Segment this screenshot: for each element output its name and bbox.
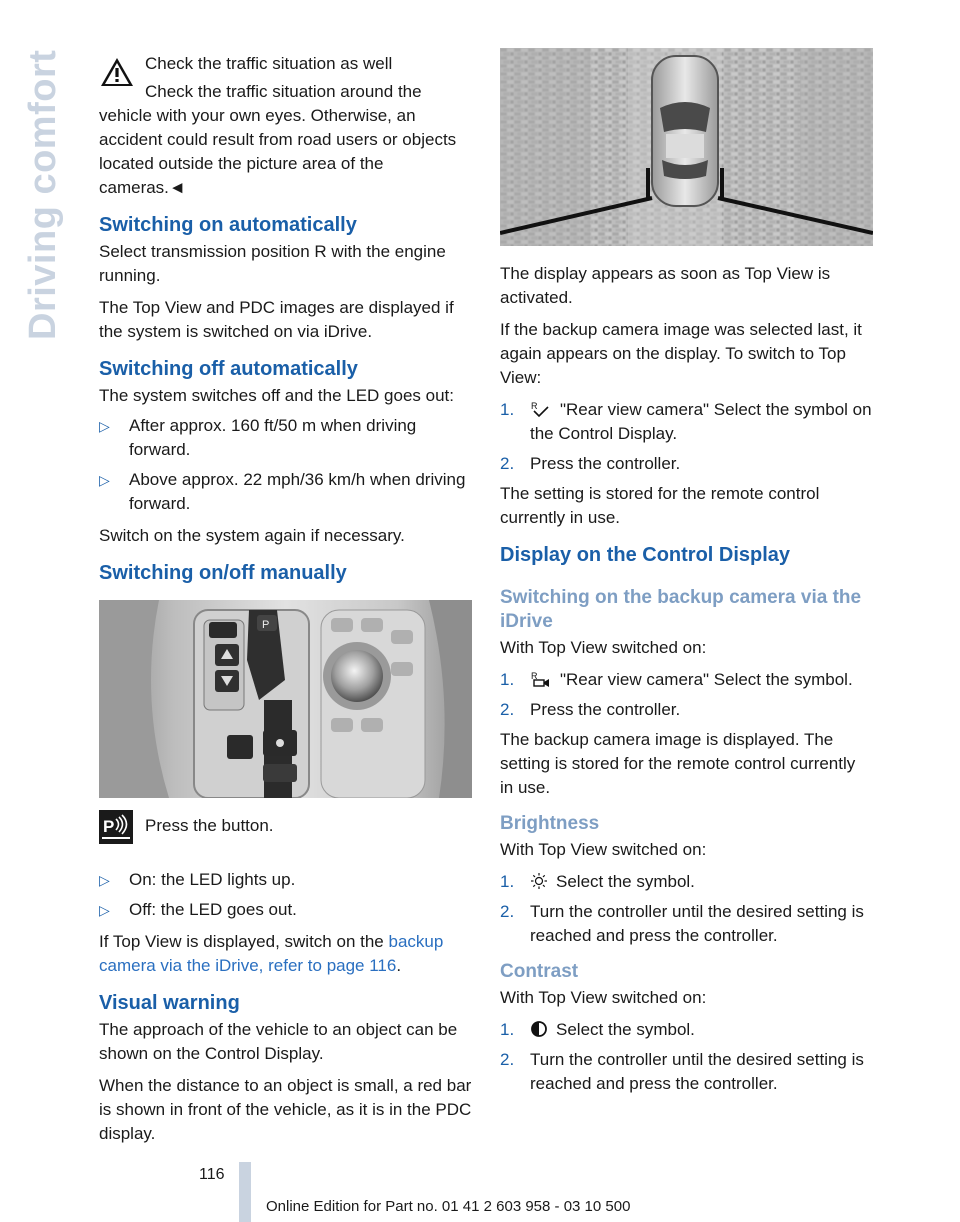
switch-camera-text: The backup camera image is displayed. The setting is stored for the remote control currently in use. <box>500 730 856 797</box>
list-item: 2. Turn the controller until the desired setting is reached and press the controller. <box>500 902 864 945</box>
park-distance-control-icon <box>99 810 133 844</box>
triangle-bullet-icon: ▷ <box>99 902 110 918</box>
rear-view-camera-icon[interactable] <box>530 670 552 688</box>
chapter-side-tab <box>22 40 62 340</box>
heading-switch-camera: Switching on the backup camera via the iDrive <box>500 587 862 632</box>
steps-list-3 <box>500 870 873 948</box>
visual-text-2: When the distance to an object is small, a red bar is shown in front of the vehicle, as it is in the PDC display. <box>99 1076 472 1143</box>
warning-title: Check the traffic situation as well <box>145 54 393 73</box>
list-item: 2. Press the controller. <box>500 454 681 473</box>
triangle-bullet-icon: ▷ <box>99 872 110 888</box>
page-number: 116 <box>199 1166 225 1183</box>
heading-contrast: Contrast <box>500 961 579 982</box>
heading-manual: Switching on/off manually <box>99 562 347 584</box>
list-item: ▷ Above approx. 22 mph/36 km/h when driving forward. <box>99 470 466 513</box>
footer-edition: Online Edition for Part no. 01 41 2 603 958 - 03 10 500 <box>266 1198 631 1215</box>
top-view-display-image <box>500 48 873 246</box>
heading-brightness: Brightness <box>500 813 600 834</box>
auto-on-text-1: Select transmission position R with the engine running. <box>99 242 446 285</box>
footer-divider <box>239 1162 251 1222</box>
with-top-view-3: With Top View switched on: <box>500 988 707 1007</box>
svg-text:R: R <box>531 671 538 681</box>
list-item: ▷ On: the LED lights up. <box>99 868 472 892</box>
warning-note <box>99 52 472 200</box>
list-item: 1. Select the symbol. <box>500 1020 695 1039</box>
center-console-photo <box>99 600 472 798</box>
press-button-text: Press the button. <box>145 816 274 835</box>
steps-list-2 <box>500 668 873 722</box>
list-item: 1. R "Rear view camera" Select the symbol on the Control Display. <box>500 400 872 443</box>
display-text-3: The setting is stored for the remote control currently in use. <box>500 484 820 527</box>
auto-off-list <box>99 414 472 516</box>
contrast-icon[interactable] <box>530 1020 548 1038</box>
list-item: 2. Press the controller. <box>500 700 681 719</box>
steps-list-1 <box>500 398 873 476</box>
visual-text-1: The approach of the vehicle to an object can be shown on the Control Display. <box>99 1020 458 1063</box>
with-top-view-1: With Top View switched on: <box>500 638 707 657</box>
list-item: ▷ After approx. 160 ft/50 m when driving forward. <box>99 416 417 459</box>
auto-off-after: Switch on the system again if necessary. <box>99 526 405 545</box>
heading-auto-on: Switching on automatically <box>99 214 357 236</box>
backup-camera-link[interactable]: backup camera via the iDrive, refer to page 116 <box>99 932 444 975</box>
list-item: 1. Select the symbol. <box>500 872 695 891</box>
chapter-title: Driving comfort <box>22 49 64 340</box>
auto-on-text-2: The Top View and PDC images are displayed if the system is switched on via iDrive. <box>99 298 454 341</box>
svg-text:R: R <box>531 401 538 411</box>
heading-visual-warning: Visual warning <box>99 992 240 1014</box>
with-top-view-2: With Top View switched on: <box>500 840 707 859</box>
press-button-row <box>99 810 472 850</box>
right-column <box>500 48 873 1102</box>
heading-auto-off: Switching off automatically <box>99 358 358 380</box>
heading-control-display: Display on the Control Display <box>500 544 791 566</box>
auto-off-intro: The system switches off and the LED goes out: <box>99 386 454 405</box>
list-item: ▷ Off: the LED goes out. <box>99 898 472 922</box>
left-column <box>99 52 472 1154</box>
warning-triangle-icon <box>99 56 135 88</box>
steps-list-4 <box>500 1018 873 1096</box>
rear-view-camera-icon[interactable] <box>530 400 552 418</box>
manual-list <box>99 862 472 922</box>
manual-paragraph: If Top View is displayed, switch on the backup camera via the iDrive, refer to page 116. <box>99 932 444 975</box>
warning-text: Check the traffic situation around the vehicle with your own eyes. Otherwise, an accident could result from road users or objects located outside the picture area of the cameras.◄ <box>99 82 457 197</box>
triangle-bullet-icon: ▷ <box>99 472 110 488</box>
display-text-2: If the backup camera image was selected last, it again appears on the display. To switch to Top View: <box>500 320 862 387</box>
list-item: 2. Turn the controller until the desired setting is reached and press the controller. <box>500 1050 864 1093</box>
triangle-bullet-icon: ▷ <box>99 418 110 434</box>
display-text-1: The display appears as soon as Top View is activated. <box>500 264 831 307</box>
sun-icon[interactable] <box>530 872 548 890</box>
svg-text:P: P <box>262 619 270 631</box>
svg-text:P: P <box>103 817 115 836</box>
list-item: 1. R "Rear view camera" Select the symbol. <box>500 670 853 689</box>
